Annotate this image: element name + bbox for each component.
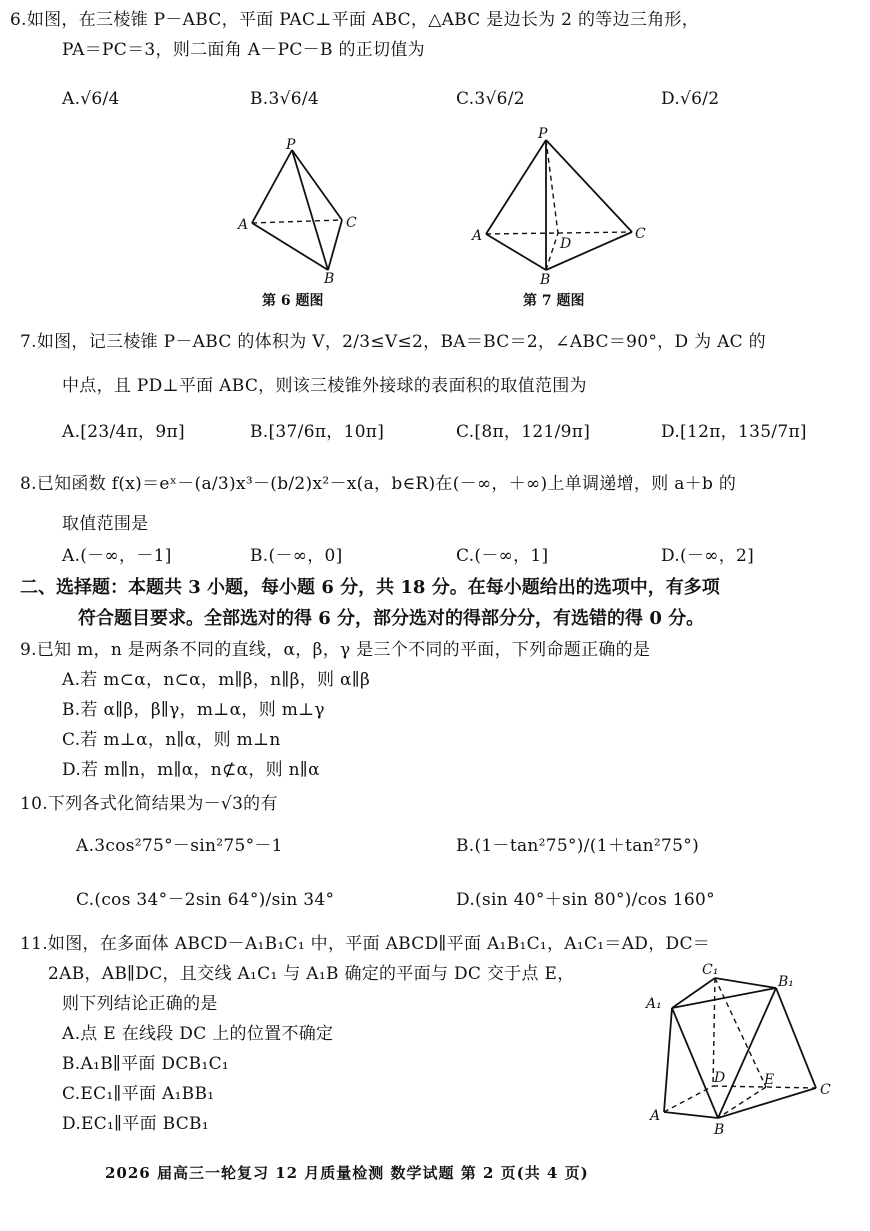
- fig11-label-c: C: [820, 1082, 831, 1098]
- q10-option-a: A.3cos²75°－sin²75°－1: [76, 836, 283, 856]
- fig7-label-p: P: [538, 126, 548, 142]
- fig11-label-e: E: [764, 1072, 775, 1088]
- q8-option-b: B.(－∞，0]: [250, 546, 343, 566]
- q6-stem-line1: 6.如图，在三棱锥 P－ABC，平面 PAC⊥平面 ABC，△ABC 是边长为 2 的等边三角形，: [10, 10, 700, 30]
- section2-heading-line1: 二、选择题：本题共 3 小题，每小题 6 分，共 18 分。在每小题给出的选项中，有多项: [20, 577, 720, 598]
- q10-option-d: D.(sin 40°＋sin 80°)/cos 160°: [456, 890, 715, 910]
- q9-option-c: C.若 m⊥α，n∥α，则 m⊥n: [62, 730, 281, 750]
- fig6-label-c: C: [346, 215, 357, 231]
- q11-stem-line2: 2AB，AB∥DC，且交线 A₁C₁ 与 A₁B 确定的平面与 DC 交于点 E，: [48, 964, 575, 984]
- fig11-label-a1: A₁: [646, 996, 662, 1012]
- q11-option-b: B.A₁B∥平面 DCB₁C₁: [62, 1054, 230, 1074]
- fig6-label-p: P: [286, 137, 296, 153]
- q11-option-c: C.EC₁∥平面 A₁BB₁: [62, 1084, 215, 1104]
- q10-option-c: C.(cos 34°－2sin 64°)/sin 34°: [76, 890, 335, 910]
- q11-stem-line1: 11.如图，在多面体 ABCD－A₁B₁C₁ 中，平面 ABCD∥平面 A₁B₁C₁，A₁C₁＝AD，DC＝: [20, 934, 711, 954]
- fig11-label-d: D: [714, 1070, 726, 1086]
- q8-option-d: D.(－∞，2]: [661, 546, 755, 566]
- q6-stem-line2: PA＝PC＝3，则二面角 A－PC－B 的正切值为: [62, 40, 425, 60]
- q11-option-a: A.点 E 在线段 DC 上的位置不确定: [62, 1024, 334, 1044]
- q7-stem-line2: 中点，且 PD⊥平面 ABC，则该三棱锥外接球的表面积的取值范围为: [62, 376, 587, 396]
- fig7-label-a: A: [472, 228, 483, 244]
- q8-stem-line2: 取值范围是: [62, 514, 149, 534]
- fig7-caption: 第 7 题图: [523, 293, 585, 309]
- q8-option-a: A.(－∞，－1]: [62, 546, 172, 566]
- q9-stem: 9.已知 m，n 是两条不同的直线，α，β，γ 是三个不同的平面，下列命题正确的是: [20, 640, 651, 660]
- fig11-label-b: B: [714, 1122, 725, 1138]
- fig11-label-a: A: [650, 1108, 661, 1124]
- q7-option-d: D.[12π，135/7π]: [661, 422, 807, 442]
- q7-option-c: C.[8π，121/9π]: [456, 422, 591, 442]
- figure-q6-tetrahedron: [230, 135, 370, 285]
- section2-heading-line2: 符合题目要求。全部选对的得 6 分，部分选对的得部分分，有选错的得 0 分。: [78, 608, 705, 629]
- q9-option-d: D.若 m∥n，m∥α，n⊄α，则 n∥α: [62, 760, 320, 780]
- fig11-label-c1: C₁: [702, 962, 719, 978]
- q7-option-a: A.[23/4π，9π]: [62, 422, 185, 442]
- q8-stem-line1: 8.已知函数 f(x)＝eˣ－(a/3)x³－(b/2)x²－x(a，b∈R)在(－∞，＋∞)上单调递增，则 a＋b 的: [20, 474, 737, 494]
- q11-stem-line3: 则下列结论正确的是: [62, 994, 218, 1014]
- q11-option-d: D.EC₁∥平面 BCB₁: [62, 1114, 209, 1134]
- fig6-caption: 第 6 题图: [262, 293, 324, 309]
- q6-option-b: B.3√6/4: [250, 89, 320, 109]
- q6-option-d: D.√6/2: [661, 89, 720, 109]
- q10-stem: 10.下列各式化简结果为－√3的有: [20, 794, 278, 814]
- fig7-label-b: B: [540, 272, 551, 287]
- q7-option-b: B.[37/6π，10π]: [250, 422, 385, 442]
- fig7-label-d: D: [560, 236, 572, 252]
- page-footer: 2026 届高三一轮复习 12 月质量检测 数学试题 第 2 页(共 4 页): [105, 1164, 589, 1182]
- fig6-label-a: A: [238, 217, 249, 233]
- fig7-label-c: C: [635, 226, 646, 242]
- q7-stem-line1: 7.如图，记三棱锥 P－ABC 的体积为 V，2/3≤V≤2，BA＝BC＝2，∠ABC＝90°，D 为 AC 的: [20, 332, 766, 352]
- fig6-label-b: B: [324, 271, 335, 285]
- q10-option-b: B.(1－tan²75°)/(1＋tan²75°): [456, 836, 700, 856]
- q8-option-c: C.(－∞，1]: [456, 546, 549, 566]
- q6-option-c: C.3√6/2: [456, 89, 525, 109]
- q9-option-a: A.若 m⊂α，n⊂α，m∥β，n∥β，则 α∥β: [62, 670, 371, 690]
- figure-q7-tetrahedron: [470, 122, 655, 287]
- q6-option-a: A.√6/4: [62, 89, 120, 109]
- q9-option-b: B.若 α∥β，β∥γ，m⊥α，则 m⊥γ: [62, 700, 325, 720]
- fig11-label-b1: B₁: [778, 974, 794, 990]
- figure-q11-polyhedron: [640, 960, 840, 1140]
